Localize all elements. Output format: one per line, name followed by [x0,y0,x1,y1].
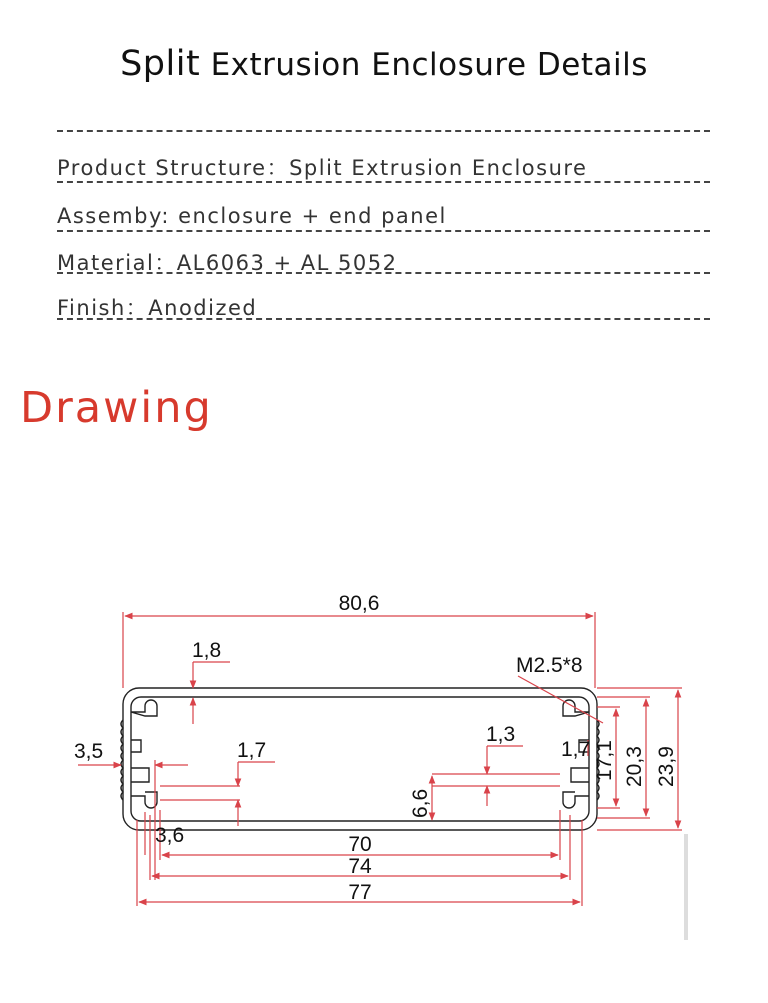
dim-slot-height: 6,6 [409,788,432,818]
page-title-rest: Extrusion Enclosure Details [210,47,648,83]
spec-assembly: Assemby: enclosure + end panel [57,204,447,228]
dim-right-wall-a: 1,3 [486,723,516,746]
spec-product-structure: Product Structure：Split Extrusion Enclosure [57,156,588,180]
dim-inner-wall: 1,7 [237,739,267,762]
spec-finish: Finish：Anodized [57,296,258,320]
dim-slot-offset: 3,6 [155,824,185,847]
dim-screw: M2.5*8 [516,654,583,677]
dim-inner-height-b: 20,3 [623,746,646,787]
dim-width-70: 70 [348,833,372,856]
section-title-drawing: Drawing [20,383,213,433]
dim-overall-height: 23,9 [655,746,678,787]
dim-left-offset: 3,5 [74,740,104,763]
dim-width-77: 77 [348,881,372,904]
dim-right-wall-b: 1,7 [561,738,591,761]
dim-top-wall: 1,8 [192,639,222,662]
dim-inner-height-a: 17,1 [593,740,616,781]
spec-material: Material：AL6063 + AL 5052 [57,251,398,275]
dim-overall-width: 80,6 [338,592,380,615]
page-title-word-split: Split [120,44,201,84]
dim-width-74: 74 [348,855,372,878]
